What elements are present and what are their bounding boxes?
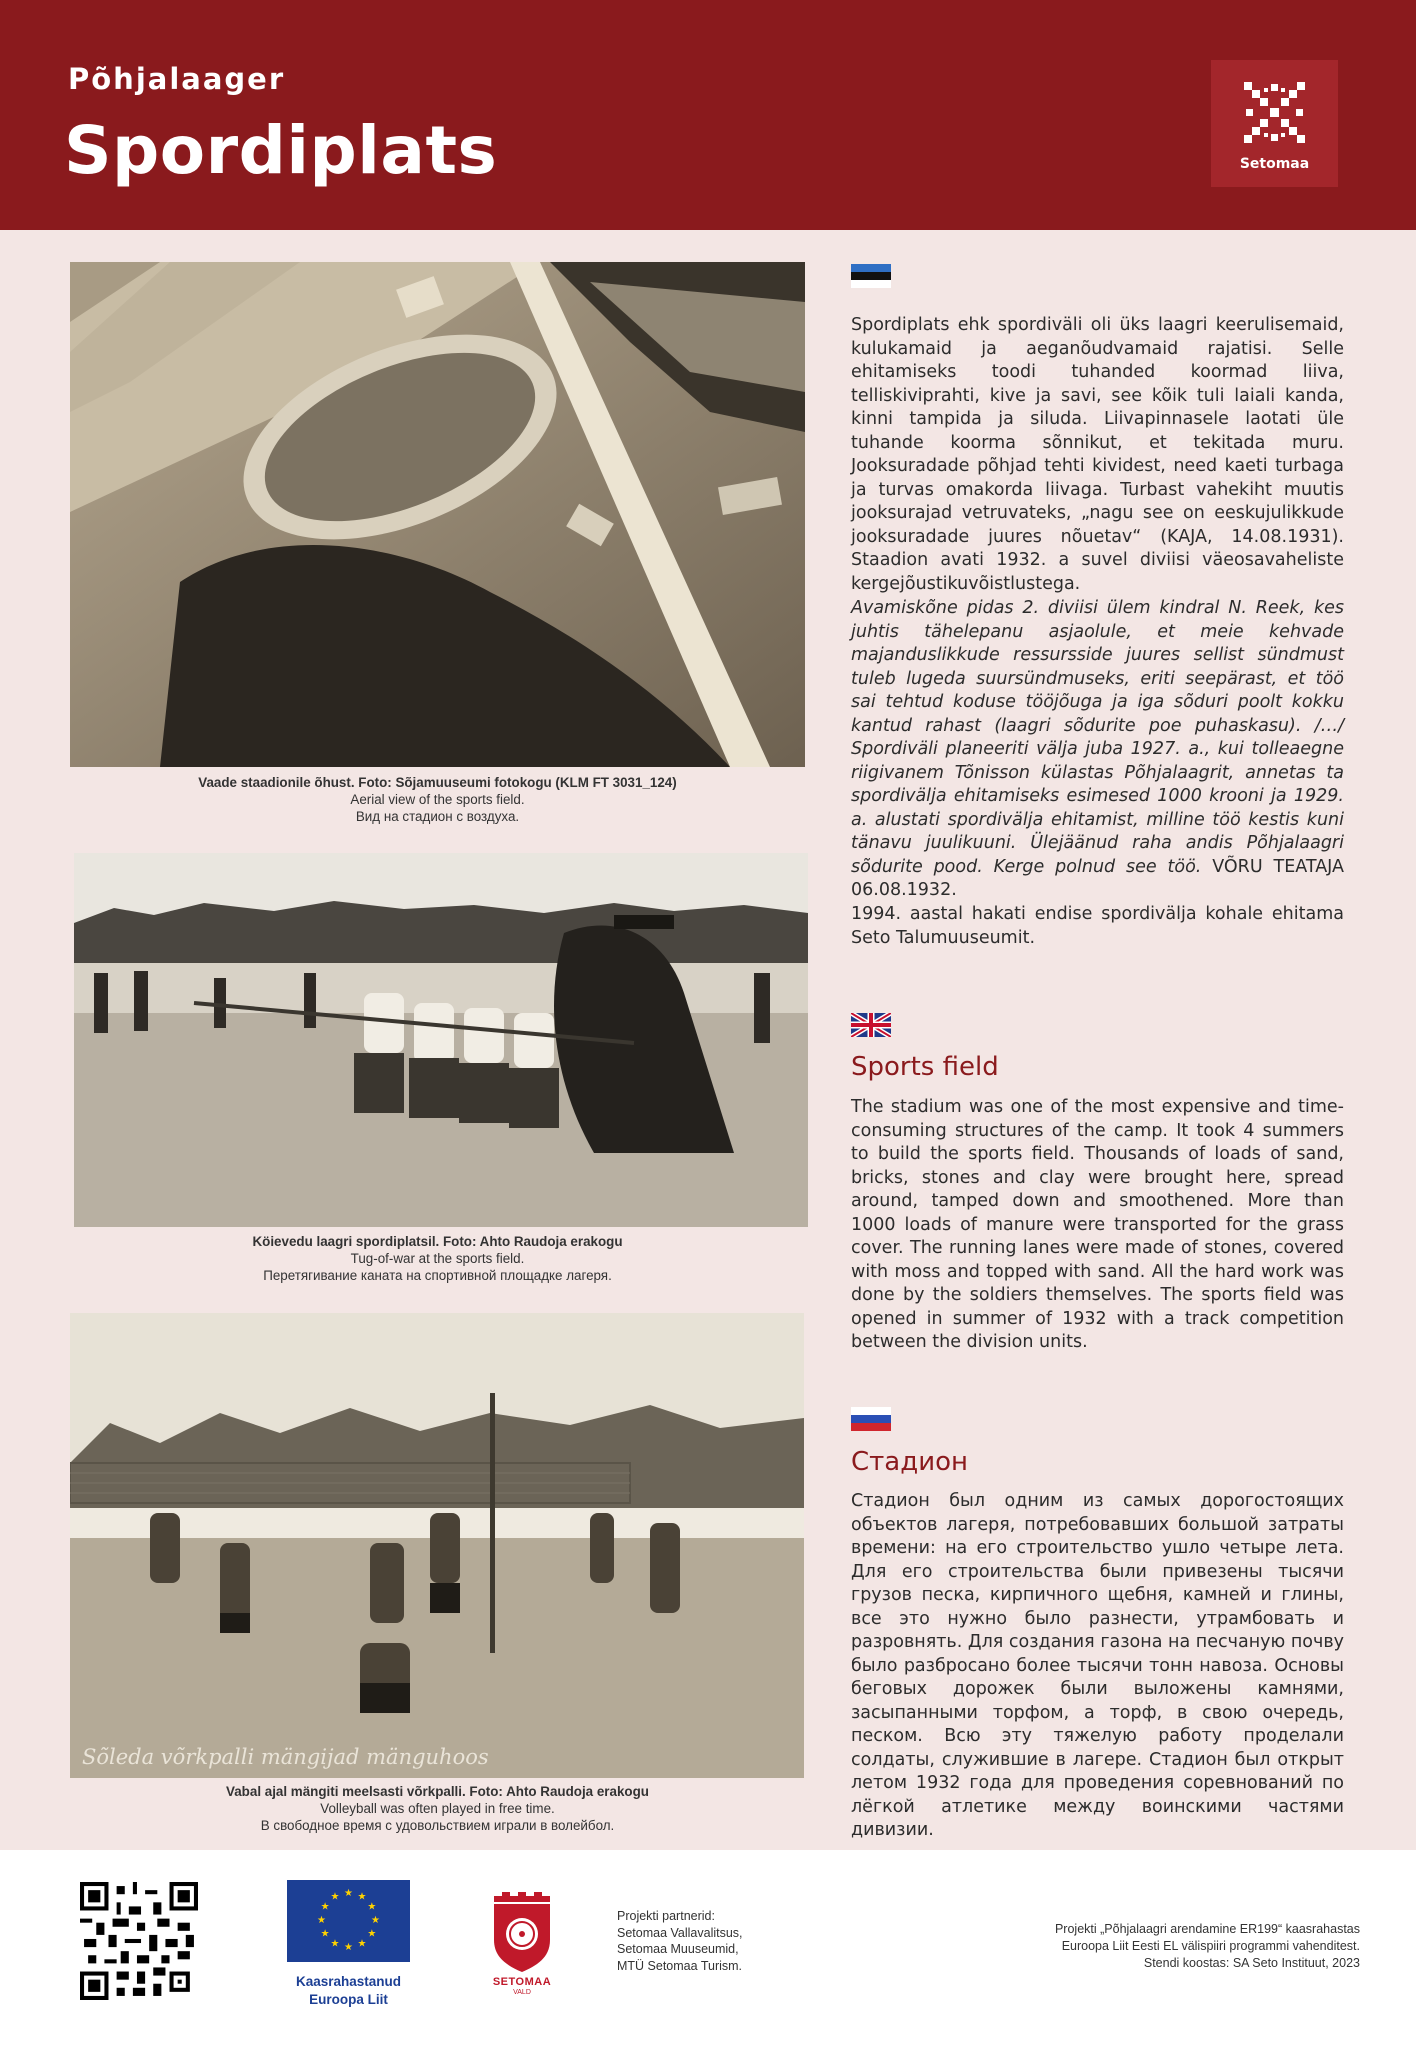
caption-ru: В свободное время с удовольствием играли в волейбол. — [260, 1818, 615, 1833]
eu-flag-icon — [287, 1880, 410, 1962]
estonian-flag-icon — [851, 264, 891, 288]
volleyball-photo — [70, 1313, 804, 1778]
caption-en: Tug-of-war at the sports field. — [350, 1251, 525, 1266]
project-line-3: Stendi koostas: SA Seto Instituut, 2023 — [1143, 1956, 1360, 1970]
eu-funding-label — [270, 1973, 427, 2009]
setomaa-logo — [1211, 60, 1338, 187]
caption-et: Vaade staadionile õhust. Foto: Sõjamuuseumi fotokogu (KLM FT 3031_124) — [198, 775, 677, 790]
russian-paragraph: Стадион был одним из самых дорогостоящих объектов лагеря, потребовавших большой затраты времени: на его строительство ушло четыре лета. Для его строительства были привезены тысячи грузов песка, кирпичного щебня, камней и глины, все это нужно было разнести, утрамбовать и разровнять. Для создания газона на песчаную почву было разбросано более тысячи тонн навоза. Основы беговых дорожек были выложены камнями, засыпанными торфом, а торф, в свою очередь, песком. Всю эту тяжелую работу проделали солдаты, служившие в лагере. Стадион был открыт летом 1932 года для проведения соревнований по лёгкой атлетике между воинскими частями дивизии. — [851, 1491, 1344, 1840]
page-title: Spordiplats — [64, 112, 498, 189]
svg-text:★: ★ — [330, 1891, 340, 1903]
project-line-1: Projekti „Põhjalaagri arendamine ER199“ kaasrahastas — [1054, 1922, 1360, 1936]
svg-text:★: ★ — [317, 1915, 326, 1926]
eu-line-1: Kaasrahastanud — [295, 1974, 402, 1989]
estonian-quote-source: VÕRU TEATAJA 06.08.1932. — [851, 856, 1344, 900]
english-paragraph: The stadium was one of the most expensive and time-consuming structures of the camp. It took 4 summers to build the sports field. Thousands of loads of sand, bricks, stones and clay were brought here, spread around, tamped down and smoothened. More than 1000 loads of manure were transported for the grass cover. The running lanes were made of stones, covered with moss and topped with sand. All the hard work was done by the soldiers themselves. The sports field was opened in summer of 1932 with a track competition between the division units. — [851, 1097, 1344, 1352]
seto-pattern-icon — [1238, 76, 1311, 149]
russian-heading: Стадион — [851, 1447, 969, 1477]
photo-caption-aerial — [70, 774, 805, 825]
estonian-paragraph-2 — [851, 597, 1344, 903]
svg-text:★: ★ — [367, 1901, 377, 1913]
caption-ru: Вид на стадион с воздуха. — [355, 809, 520, 824]
page-subtitle: Põhjalaager — [68, 62, 286, 96]
partner-item: Setomaa Muuseumid, — [617, 1942, 739, 1956]
eu-line-2: Euroopa Liit — [309, 1992, 388, 2007]
partner-item: MTÜ Setomaa Turism. — [617, 1958, 743, 1973]
photo-caption-tug — [70, 1233, 805, 1284]
caption-en: Volleyball was often played in free time. — [320, 1801, 555, 1816]
crest-label: SETOMAA — [492, 1976, 552, 1988]
qr-code-icon[interactable] — [80, 1882, 198, 2000]
svg-text:★: ★ — [357, 1938, 367, 1950]
estonian-quote: Avamiskõne pidas 2. diviisi ülem kindral N. Reek, kes juhtis tähelepanu asjaolule, et meie kehvade majanduslikkude ressursside juures sellist sündmust tuleb lugeda suursündmuseks, eriti seepärast, et töö sai tehtud koduse tööjõuga ja iga sõduri poolt kokku kantud rahast (laagri sõdurite poe puhaskasu). /…/ Spordiväli planeeriti välja juba 1927. a., kui tolleaegne riigivanem Tõnisson külastas Põhjalaagrit, annetas ta spordivälja ehitamiseks esimesed 1000 krooni ja 1929. a. alustati spordivälja ehitamist, milline töö kestis kuni tänavu juulikuuni. Ülejäänud raha andis Põhjalaagri sõdurite pood. Kerge polnud see töö. — [851, 598, 1344, 877]
aerial-stadium-photo — [70, 262, 805, 767]
english-heading: Sports field — [851, 1052, 999, 1082]
russian-flag-icon — [851, 1407, 891, 1431]
photo-handwriting: Sõleda võrkpalli mängijad mänguhoos — [82, 1745, 489, 1769]
svg-text:★: ★ — [320, 1901, 330, 1913]
partners-title: Projekti partnerid: — [617, 1909, 715, 1923]
svg-text:★: ★ — [344, 1942, 353, 1953]
estonian-paragraph-3: 1994. aastal hakati endise spordivälja kohale ehitama Seto Talumuuseumit. — [851, 904, 1344, 948]
project-partners — [617, 1908, 743, 1974]
tug-of-war-photo — [74, 853, 808, 1227]
svg-text:★: ★ — [367, 1928, 377, 1940]
project-credits — [1055, 1921, 1360, 1972]
svg-text:★: ★ — [371, 1915, 380, 1926]
svg-text:★: ★ — [344, 1888, 353, 1899]
caption-ru: Перетягивание каната на спортивной площадке лагеря. — [263, 1268, 612, 1283]
estonian-paragraph-1: Spordiplats ehk spordiväli oli üks laagri keerulisemaid, kulukamaid ja aeganõudvamaid rajatisi. Selle ehitamiseks toodi tuhanded koormad liiva, telliskiviprahti, kive ja savi, see kõik tuli laiali kanda, kinni tampida ja siluda. Liivapinnasele laotati üle tuhande koorma sõnnikut, et tekitada muru. Jooksuradade põhjad tehti kividest, need kaeti turbaga ja turvas omakorda liivaga. Turbast vahekiht muutis jooksurajad vetruvateks, „nagu see on eeskujulikkude jooksuradade juures nõuetav“ (KAJA, 14.08.1931). Staadion avati 1932. a suvel diviisi väeosavaheliste kergejõustikuvõistlustega. — [851, 315, 1344, 594]
crest-sublabel: VALD — [513, 1989, 531, 1996]
caption-et: Köievedu laagri spordiplatsil. Foto: Ahto Raudoja erakogu — [252, 1234, 623, 1249]
setomaa-crest-logo — [490, 1888, 554, 1996]
caption-et: Vabal ajal mängiti meelsasti võrkpalli. Foto: Ahto Raudoja erakogu — [226, 1784, 649, 1799]
svg-text:★: ★ — [330, 1938, 340, 1950]
caption-en: Aerial view of the sports field. — [350, 792, 525, 807]
logo-label: Setomaa — [1239, 156, 1310, 172]
svg-text:★: ★ — [320, 1928, 330, 1940]
project-line-2: Euroopa Liit Eesti EL välispiiri programmi vahenditest. — [1061, 1939, 1360, 1953]
svg-text:★: ★ — [357, 1891, 367, 1903]
partner-item: Setomaa Vallavalitsus, — [617, 1925, 743, 1940]
uk-flag-icon — [851, 1013, 891, 1037]
photo-caption-volleyball — [70, 1783, 805, 1834]
